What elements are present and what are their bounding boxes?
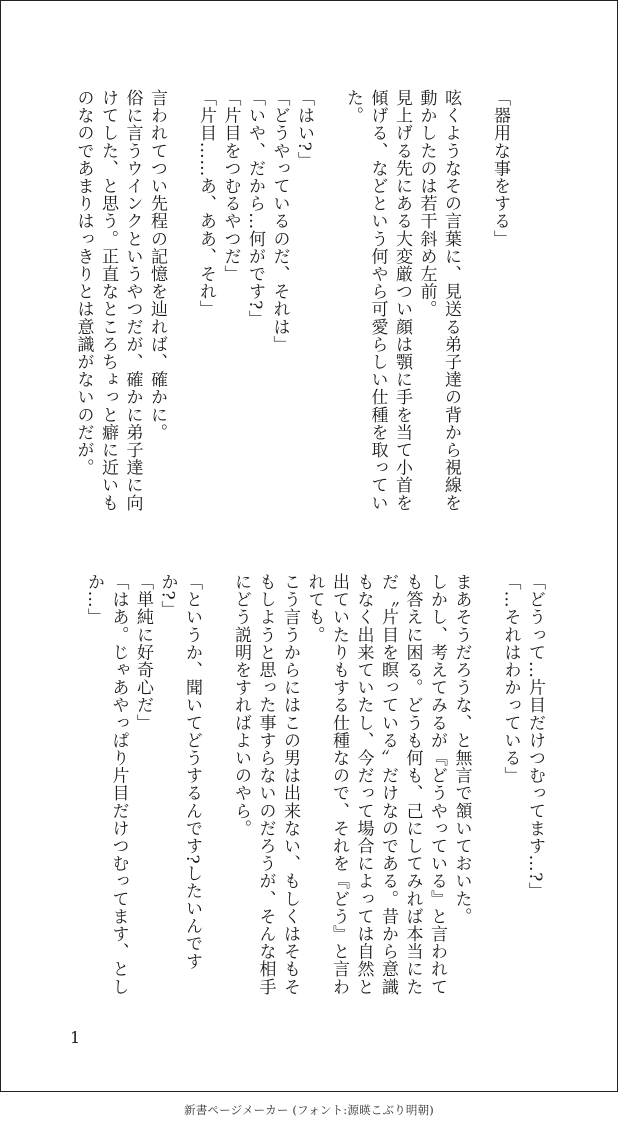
text-line: 「はい?」 — [294, 89, 314, 170]
text-line: 俗に言うウインクというやつだが、確かに弟子達に向 — [122, 89, 143, 512]
text-line: た。 — [343, 89, 363, 125]
text-line: 「器用な事をする」 — [490, 89, 510, 248]
text-line: 「はあ。じゃあやっぱり片目だけつむってます、とし — [108, 573, 129, 996]
text-line: 「単純に好奇心だ」 — [133, 573, 153, 732]
footer-credit: 新書ページメーカー (フォント:源暎こぶり明朝) — [184, 1103, 434, 1117]
text-line: 「片目……あ、ああ、それ」 — [196, 89, 216, 318]
text-line — [204, 573, 229, 1013]
text-line: 「どうって…片目だけつむってます…?」 — [525, 573, 545, 900]
text-line: 「いや、だから…何がです?」 — [245, 89, 265, 328]
text-line — [463, 89, 488, 519]
text-line: しかし、考えてみるが『どうやっている』と言われて — [427, 573, 447, 996]
text-line: もなく出来ていたし、今だって場合によっては自然と — [353, 573, 374, 996]
text-line: 出ていたりもする仕種なので、それを『どう』と言わ — [329, 573, 349, 996]
text-line: こう言うからにはこの男は出来ない、もしくはそもそ — [280, 573, 300, 996]
page-number: 1 — [70, 1028, 81, 1047]
text-line: 言われてつい先程の記憶を辿れば、確かに。 — [147, 89, 167, 441]
text-line: 動かしたのは若干斜め左前。 — [416, 89, 437, 318]
text-line: 「…それはわかっている」 — [500, 573, 521, 785]
text-line: けてした、と思う。正直なところちょっと癖に近いも — [98, 89, 118, 512]
text-line: 「どうやっているのだ、それは」 — [269, 89, 290, 353]
text-line: もしようと思った事すらないのだろうが、そんな相手 — [255, 573, 276, 996]
text-line: 傾げる、などという何やら可愛らしい仕種を取ってい — [367, 89, 388, 512]
text-line — [169, 89, 194, 519]
text-line: にどう説明をすればよいのやら。 — [231, 573, 251, 837]
text-line: か…」 — [84, 573, 104, 626]
text-line: れても。 — [304, 573, 325, 644]
text-line: だ〝片目を瞑っている〟だけなのである。昔から意識 — [378, 573, 398, 996]
text-line: のなのであまりはっきりとは意識がないのだが。 — [73, 89, 94, 477]
text-line: まあそうだろうな、と無言で頷いておいた。 — [451, 573, 472, 925]
text-line — [474, 573, 499, 1013]
text-line: か?」 — [157, 573, 178, 618]
text-line: 見上げる先にある大変厳つい顔は顎に手を当て小首を — [392, 89, 412, 512]
lower-text-block — [82, 573, 548, 1013]
text-line: 「というか、聞いてどうするんです?したいんです — [182, 573, 202, 970]
text-line: も答えに困る。どうも何も、己にしてみれば本当にた — [402, 573, 423, 996]
text-line — [316, 89, 341, 519]
upper-text-block — [71, 89, 512, 519]
text-line: 呟くようなその言葉に、見送る弟子達の背から視線を — [441, 89, 461, 512]
text-line: 「片目をつむるやつだ」 — [220, 89, 241, 283]
